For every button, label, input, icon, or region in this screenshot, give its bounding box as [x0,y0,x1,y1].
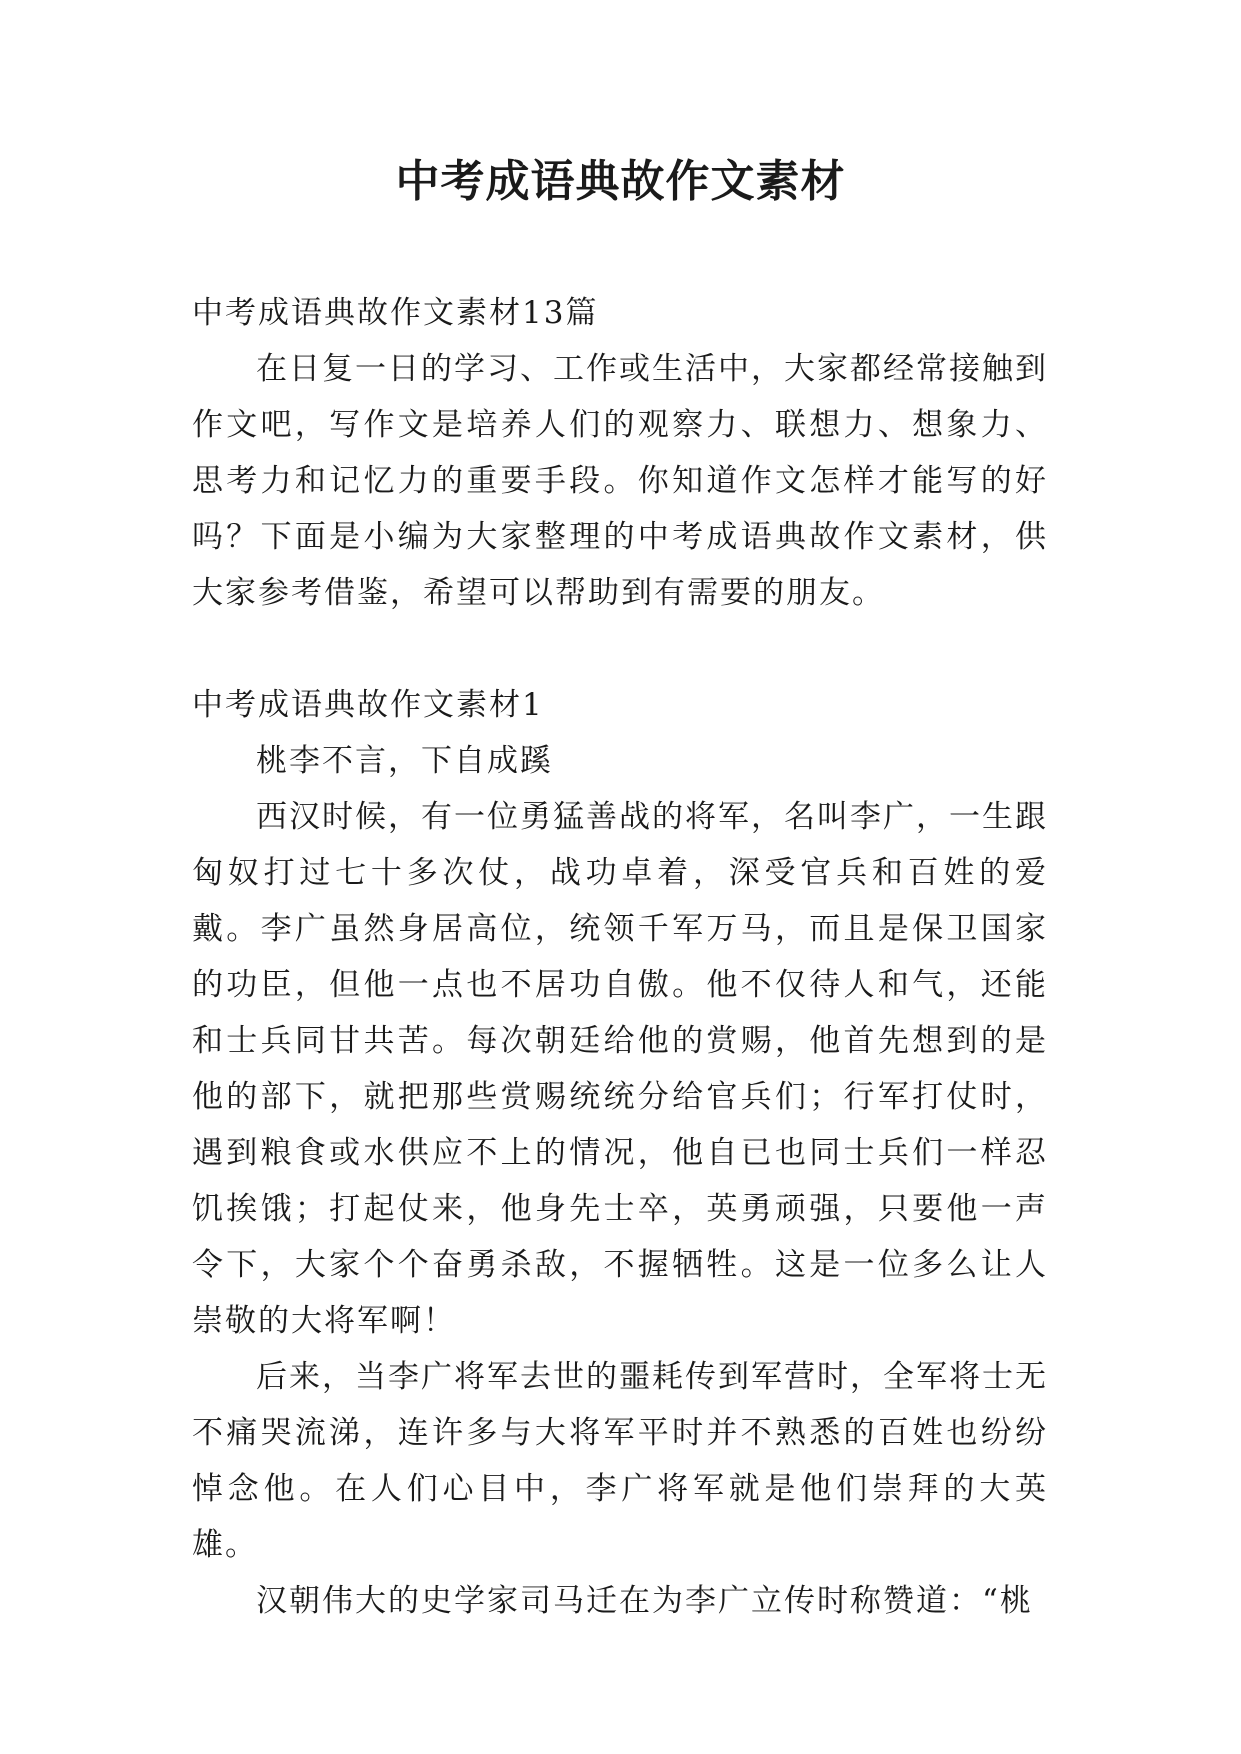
idiom-line: 桃李不言，下自成蹊 [256,743,553,779]
story-paragraph-1: 西汉时候，有一位勇猛善战的将军，名叫李广，一生跟匈奴打过七十多次仗，战功卓着，深受官兵和百姓的爱戴。李广虽然身居高位，统领千军万马，而且是保卫国家的功臣，但他一点也不居功自傲。他不仅待人和气，还能和士兵同甘共苦。每次朝廷给他的赏赐，他首先想到的是他的部下，就把那些赏赐统统分给官兵们；行军打仗时，遇到粮食或水供应不上的情况，他自已也同士兵们一样忍饥挨饿；打起仗来，他身先士卒，英勇顽强，只要他一声令下，大家个个奋勇杀敌，不握牺牲。这是一位多么让人崇敬的大将军啊！ [192,799,1048,1339]
section-heading: 中考成语典故作文素材1 [192,687,544,723]
document-body [192,285,1048,1629]
intro-paragraph: 在日复一日的学习、工作或生活中，大家都经常接触到作文吧，写作文是培养人们的观察力、联想力、想象力、思考力和记忆力的重要手段。你知道作文怎样才能写的好吗？下面是小编为大家整理的中考成语典故作文素材，供大家参考借鉴，希望可以帮助到有需要的朋友。 [192,351,1048,611]
story-paragraph-3: 汉朝伟大的史学家司马迁在为李广立传时称赞道：“桃 [256,1583,1033,1619]
page-title: 中考成语典故作文素材 [395,156,846,207]
document-subtitle: 中考成语典故作文素材13篇 [192,295,599,331]
section-spacer [192,621,1048,677]
story-paragraph-2: 后来，当李广将军去世的噩耗传到军营时，全军将士无不痛哭流涕，连许多与大将军平时并不熟悉的百姓也纷纷悼念他。在人们心目中，李广将军就是他们崇拜的大英雄。 [192,1359,1048,1563]
